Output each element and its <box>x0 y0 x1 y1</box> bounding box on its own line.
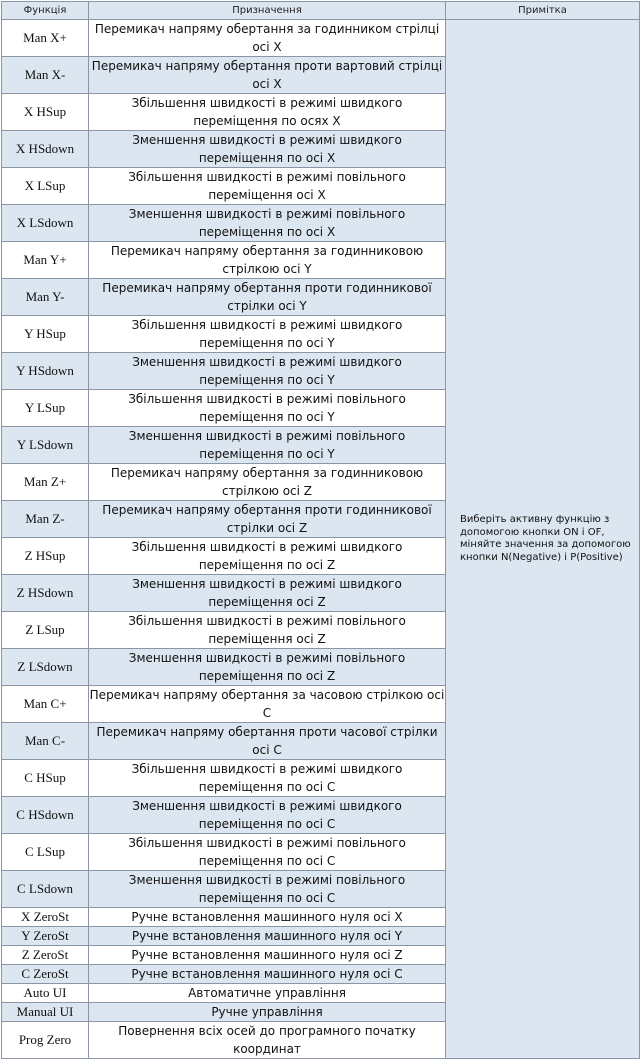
function-cell: C HSup <box>2 760 89 797</box>
purpose-cell: Зменшення швидкості в режимі повільного переміщення по осі C <box>89 871 446 908</box>
table-row <box>2 20 640 57</box>
function-cell: Prog Zero <box>2 1022 89 1059</box>
table-body <box>2 20 640 1059</box>
function-cell: C LSdown <box>2 871 89 908</box>
function-cell: C ZeroSt <box>2 965 89 984</box>
purpose-cell: Перемикач напряму обертання за годинниковою стрілкою осі Y <box>89 242 446 279</box>
purpose-cell: Ручне управління <box>89 1003 446 1022</box>
function-cell: X HSdown <box>2 131 89 168</box>
purpose-cell: Перемикач напряму обертання проти вартовий стрілці осі X <box>89 57 446 94</box>
function-cell: Z HSup <box>2 538 89 575</box>
function-cell: Man Z+ <box>2 464 89 501</box>
purpose-cell: Ручне встановлення машинного нуля осі C <box>89 965 446 984</box>
purpose-cell: Повернення всіх осей до програмного початку координат <box>89 1022 446 1059</box>
purpose-cell: Зменшення швидкості в режимі повільного переміщення по осі Y <box>89 427 446 464</box>
note-cell: Виберіть активну функцію з допомогою кнопки ON і OF, міняйте значення за допомогою кнопки N(Negative) і P(Positive) <box>446 20 640 1059</box>
purpose-cell: Зменшення швидкості в режимі повільного переміщення по осі Z <box>89 649 446 686</box>
function-cell: Y HSdown <box>2 353 89 390</box>
purpose-cell: Перемикач напряму обертання проти годинникової стрілки осі Z <box>89 501 446 538</box>
function-cell: Manual UI <box>2 1003 89 1022</box>
purpose-cell: Зменшення швидкості в режимі швидкого переміщення по осі C <box>89 797 446 834</box>
purpose-cell: Перемикач напряму обертання за годинником стрілці осі X <box>89 20 446 57</box>
header-note: Примітка <box>446 2 640 20</box>
function-cell: Z ZeroSt <box>2 946 89 965</box>
function-cell: Man Y+ <box>2 242 89 279</box>
purpose-cell: Збільшення швидкості в режимі швидкого переміщення по осі Z <box>89 538 446 575</box>
function-cell: Man X- <box>2 57 89 94</box>
purpose-cell: Збільшення швидкості в режимі швидкого переміщення по осях X <box>89 94 446 131</box>
purpose-cell: Ручне встановлення машинного нуля осі Y <box>89 927 446 946</box>
function-cell: Z LSup <box>2 612 89 649</box>
function-cell: Y LSdown <box>2 427 89 464</box>
purpose-cell: Збільшення швидкості в режимі повільного переміщення осі Z <box>89 612 446 649</box>
purpose-cell: Перемикач напряму обертання проти часової стрілки осі C <box>89 723 446 760</box>
purpose-cell: Перемикач напряму обертання за часовою стрілкою осі C <box>89 686 446 723</box>
purpose-cell: Збільшення швидкості в режимі швидкого переміщення по осі C <box>89 760 446 797</box>
purpose-cell: Зменшення швидкості в режимі швидкого переміщення по осі Y <box>89 353 446 390</box>
purpose-cell: Перемикач напряму обертання проти годинникової стрілки осі Y <box>89 279 446 316</box>
purpose-cell: Збільшення швидкості в режимі повільного переміщення по осі C <box>89 834 446 871</box>
functions-table <box>1 1 640 1059</box>
function-cell: Y ZeroSt <box>2 927 89 946</box>
function-cell: Man Z- <box>2 501 89 538</box>
purpose-cell: Ручне встановлення машинного нуля осі Z <box>89 946 446 965</box>
function-cell: X LSup <box>2 168 89 205</box>
function-cell: Y HSup <box>2 316 89 353</box>
function-cell: X LSdown <box>2 205 89 242</box>
purpose-cell: Ручне встановлення машинного нуля осі X <box>89 908 446 927</box>
purpose-cell: Автоматичне управління <box>89 984 446 1003</box>
header-purpose: Призначення <box>89 2 446 20</box>
function-cell: Man C- <box>2 723 89 760</box>
function-cell: Z LSdown <box>2 649 89 686</box>
header-function: Функція <box>2 2 89 20</box>
purpose-cell: Зменшення швидкості в режимі швидкого переміщення осі Z <box>89 575 446 612</box>
function-cell: Auto UI <box>2 984 89 1003</box>
table-header-row <box>2 2 640 20</box>
purpose-cell: Зменшення швидкості в режимі повільного переміщення по осі X <box>89 205 446 242</box>
function-cell: C LSup <box>2 834 89 871</box>
purpose-cell: Перемикач напряму обертання за годинниковою стрілкою осі Z <box>89 464 446 501</box>
function-cell: Y LSup <box>2 390 89 427</box>
function-cell: Man Y- <box>2 279 89 316</box>
purpose-cell: Зменшення швидкості в режимі швидкого переміщення по осі X <box>89 131 446 168</box>
purpose-cell: Збільшення швидкості в режимі швидкого переміщення по осі Y <box>89 316 446 353</box>
function-cell: Z HSdown <box>2 575 89 612</box>
function-cell: Man X+ <box>2 20 89 57</box>
purpose-cell: Збільшення швидкості в режимі повільного переміщення осі X <box>89 168 446 205</box>
function-cell: C HSdown <box>2 797 89 834</box>
function-cell: Man C+ <box>2 686 89 723</box>
purpose-cell: Збільшення швидкості в режимі повільного переміщення по осі Y <box>89 390 446 427</box>
function-cell: X ZeroSt <box>2 908 89 927</box>
function-cell: X HSup <box>2 94 89 131</box>
